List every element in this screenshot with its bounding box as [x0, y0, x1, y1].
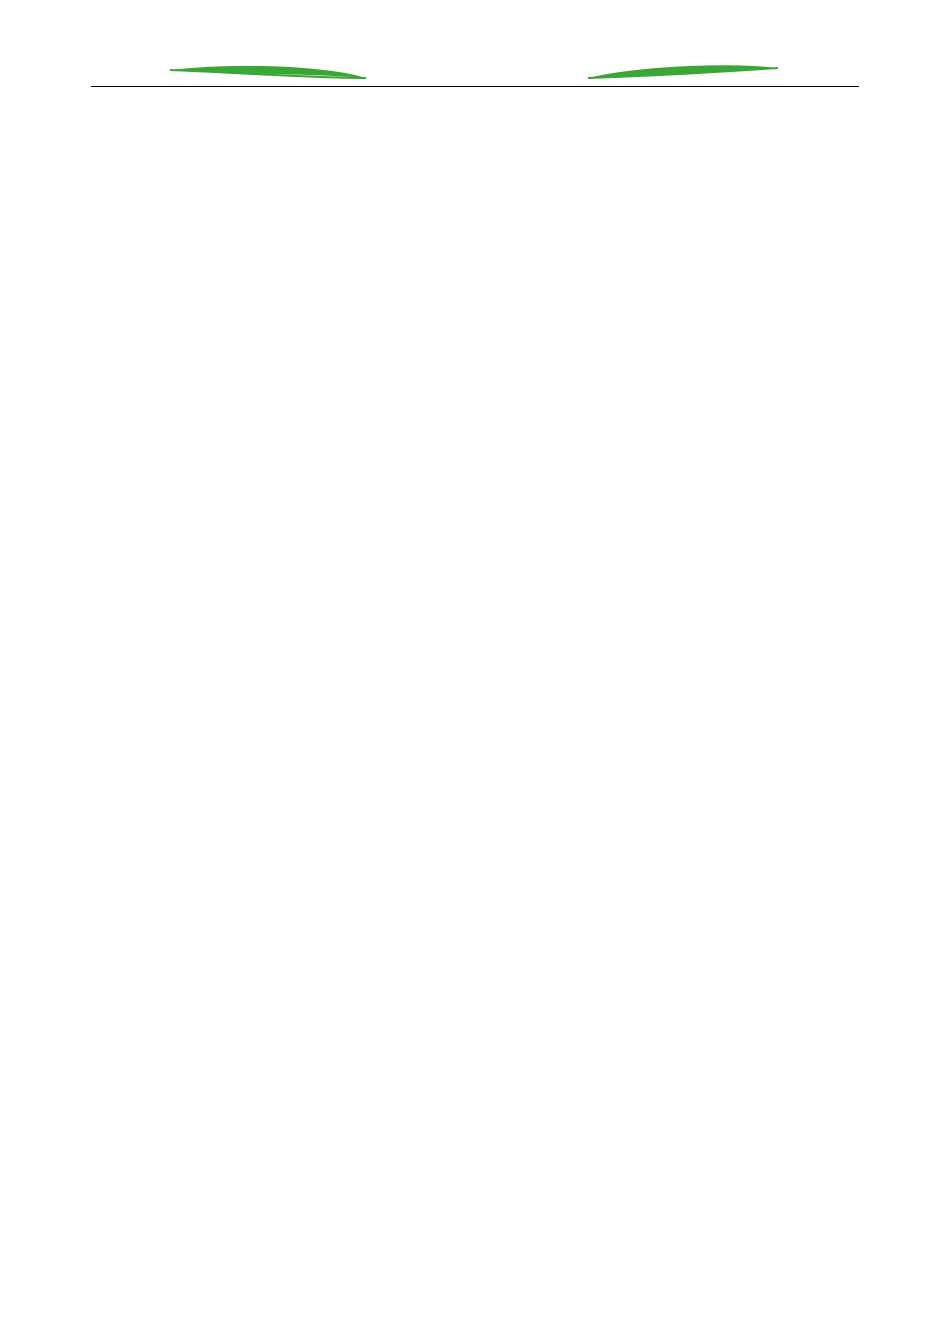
- header-rule: [91, 86, 859, 87]
